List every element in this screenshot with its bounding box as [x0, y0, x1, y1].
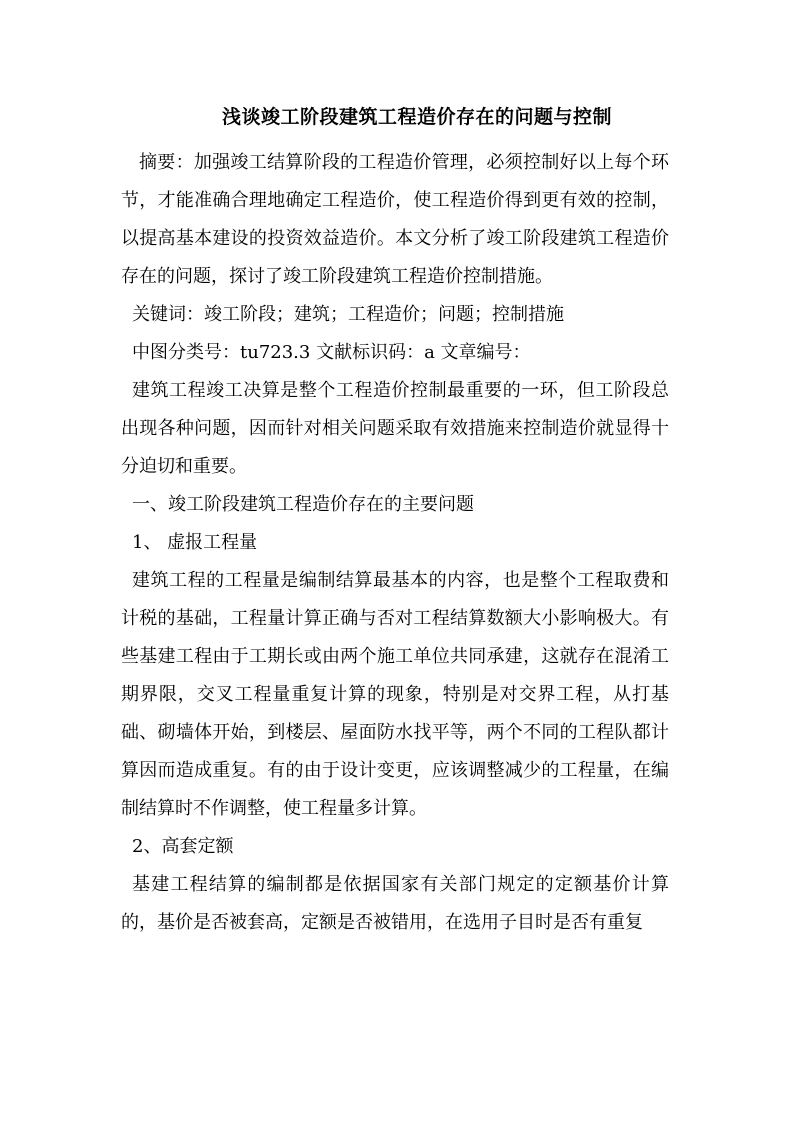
document-body	[121, 144, 669, 942]
item-1-heading: 1、 虚报工程量	[132, 532, 258, 553]
abstract-paragraph: 摘要：加强竣工结算阶段的工程造价管理，必须控制好以上每个环节，才能准确合理地确定工程造价，使工程造价得到更有效的控制，以提高基本建设的投资效益造价。本文分析了竣工阶段建筑工程造价存在的问题，探讨了竣工阶段建筑工程造价控制措施。	[121, 152, 669, 287]
item-2-paragraph: 基建工程结算的编制都是依据国家有关部门规定的定额基价计算的，基价是否被套高，定额是否被错用，在选用子目时是否有重复	[121, 874, 669, 933]
classification-line: 中图分类号：tu723.3 文献标识码：a 文章编号：	[132, 342, 531, 363]
item-2-heading: 2、高套定额	[132, 836, 234, 857]
item-1-paragraph: 建筑工程的工程量是编制结算最基本的内容，也是整个工程取费和计税的基础，工程量计算正确与否对工程结算数额大小影响极大。有些基建工程由于工期长或由两个施工单位共同承建，这就存在混淆工期界限，交叉工程量重复计算的现象，特别是对交界工程，从打基础、砌墙体开始，到楼层、屋面防水找平等，两个不同的工程队都计算因而造成重复。有的由于设计变更，应该调整减少的工程量，在编制结算时不作调整，使工程量多计算。	[121, 570, 669, 819]
keywords-line: 关键词：竣工阶段；建筑；工程造价；问题；控制措施	[132, 304, 564, 325]
section-heading: 一、竣工阶段建筑工程造价存在的主要问题	[132, 494, 474, 515]
intro-paragraph: 建筑工程竣工决算是整个工程造价控制最重要的一环，但工阶段总出现各种问题，因而针对相关问题采取有效措施来控制造价就显得十分迫切和重要。	[121, 380, 669, 477]
document-title: 浅谈竣工阶段建筑工程造价存在的问题与控制	[221, 106, 612, 128]
